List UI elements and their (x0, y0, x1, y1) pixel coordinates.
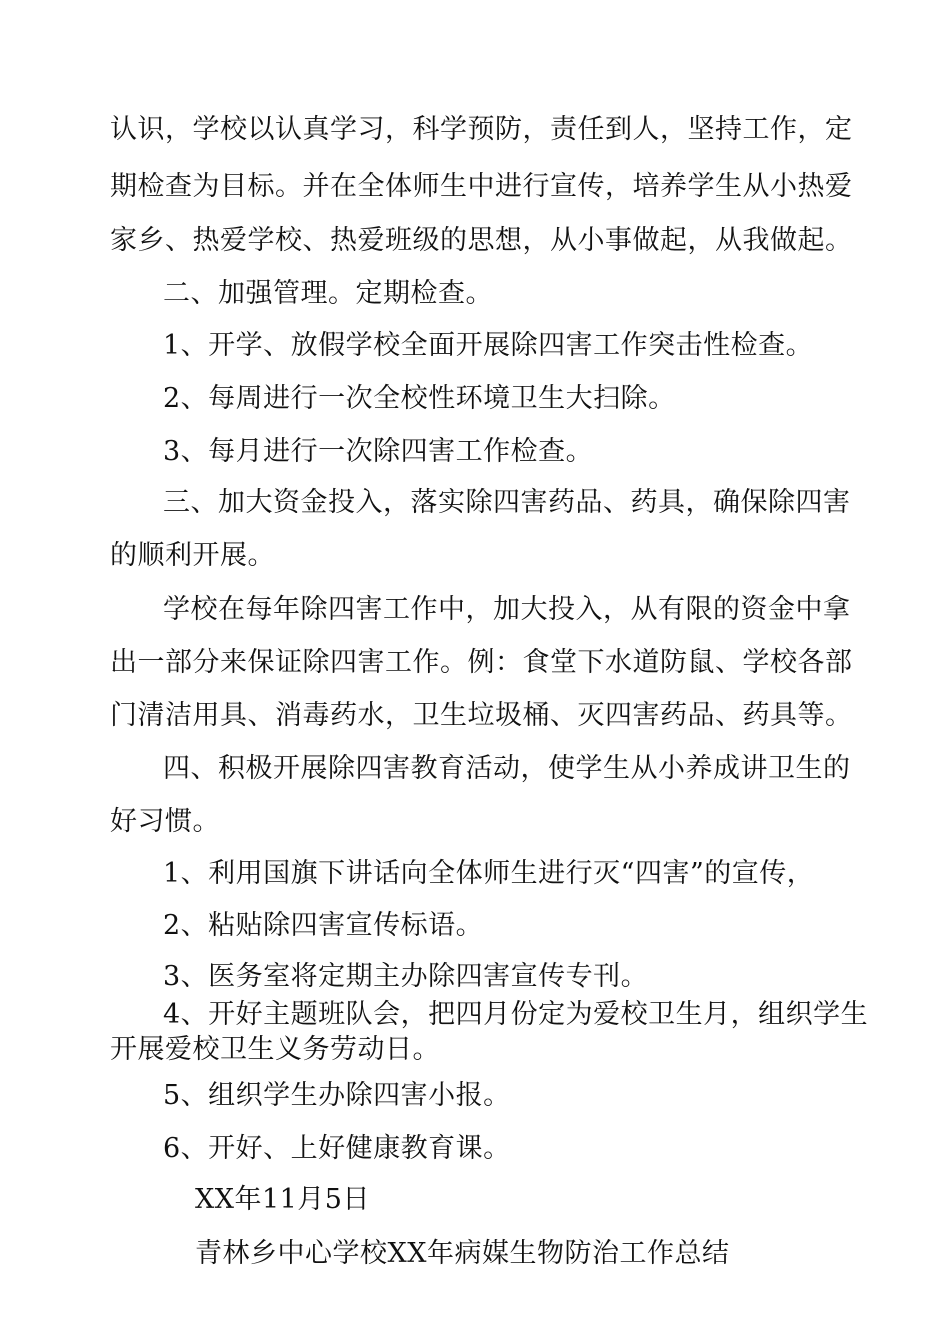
list-item: 3、每月进行一次除四害工作检查。 (163, 436, 594, 467)
body-line: 的顺利开展。 (110, 540, 275, 571)
section-heading: 三、加大资金投入，落实除四害药品、药具，确保除四害 (163, 487, 851, 518)
body-line: 认识，学校以认真学习，科学预防，责任到人，坚持工作，定 (110, 114, 853, 145)
section-heading: 四、积极开展除四害教育活动，使学生从小养成讲卫生的 (163, 753, 851, 784)
body-line: 好习惯。 (110, 806, 220, 837)
list-item: 2、每周进行一次全校性环境卫生大扫除。 (163, 383, 676, 414)
body-line: 门清洁用具、消毒药水，卫生垃圾桶、灭四害药品、药具等。 (110, 700, 853, 731)
section-heading: 二、加强管理。定期检查。 (163, 278, 493, 309)
next-document-title: 青林乡中心学校XX年病媒生物防治工作总结 (195, 1238, 730, 1269)
list-item: 1、利用国旗下讲话向全体师生进行灭“四害”的宣传， (163, 858, 815, 889)
list-item: 2、粘贴除四害宣传标语。 (163, 910, 484, 941)
list-item: 6、开好、上好健康教育课。 (163, 1133, 511, 1164)
list-item: 4、开好主题班队会，把四月份定为爱校卫生月，组织学生 (163, 999, 869, 1030)
body-line: 学校在每年除四害工作中，加大投入，从有限的资金中拿 (163, 594, 851, 625)
body-line: 家乡、热爱学校、热爱班级的思想，从小事做起，从我做起。 (110, 225, 853, 256)
body-line: 出一部分来保证除四害工作。例：食堂下水道防鼠、学校各部 (110, 647, 853, 678)
list-item: 1、开学、放假学校全面开展除四害工作突击性检查。 (163, 330, 814, 361)
list-item: 3、医务室将定期主办除四害宣传专刊。 (163, 961, 649, 992)
document-date: XX年11月5日 (195, 1184, 370, 1215)
body-line: 期检查为目标。并在全体师生中进行宣传，培养学生从小热爱 (110, 171, 853, 202)
list-item: 5、组织学生办除四害小报。 (163, 1080, 511, 1111)
body-line: 开展爱校卫生义务劳动日。 (110, 1034, 440, 1065)
